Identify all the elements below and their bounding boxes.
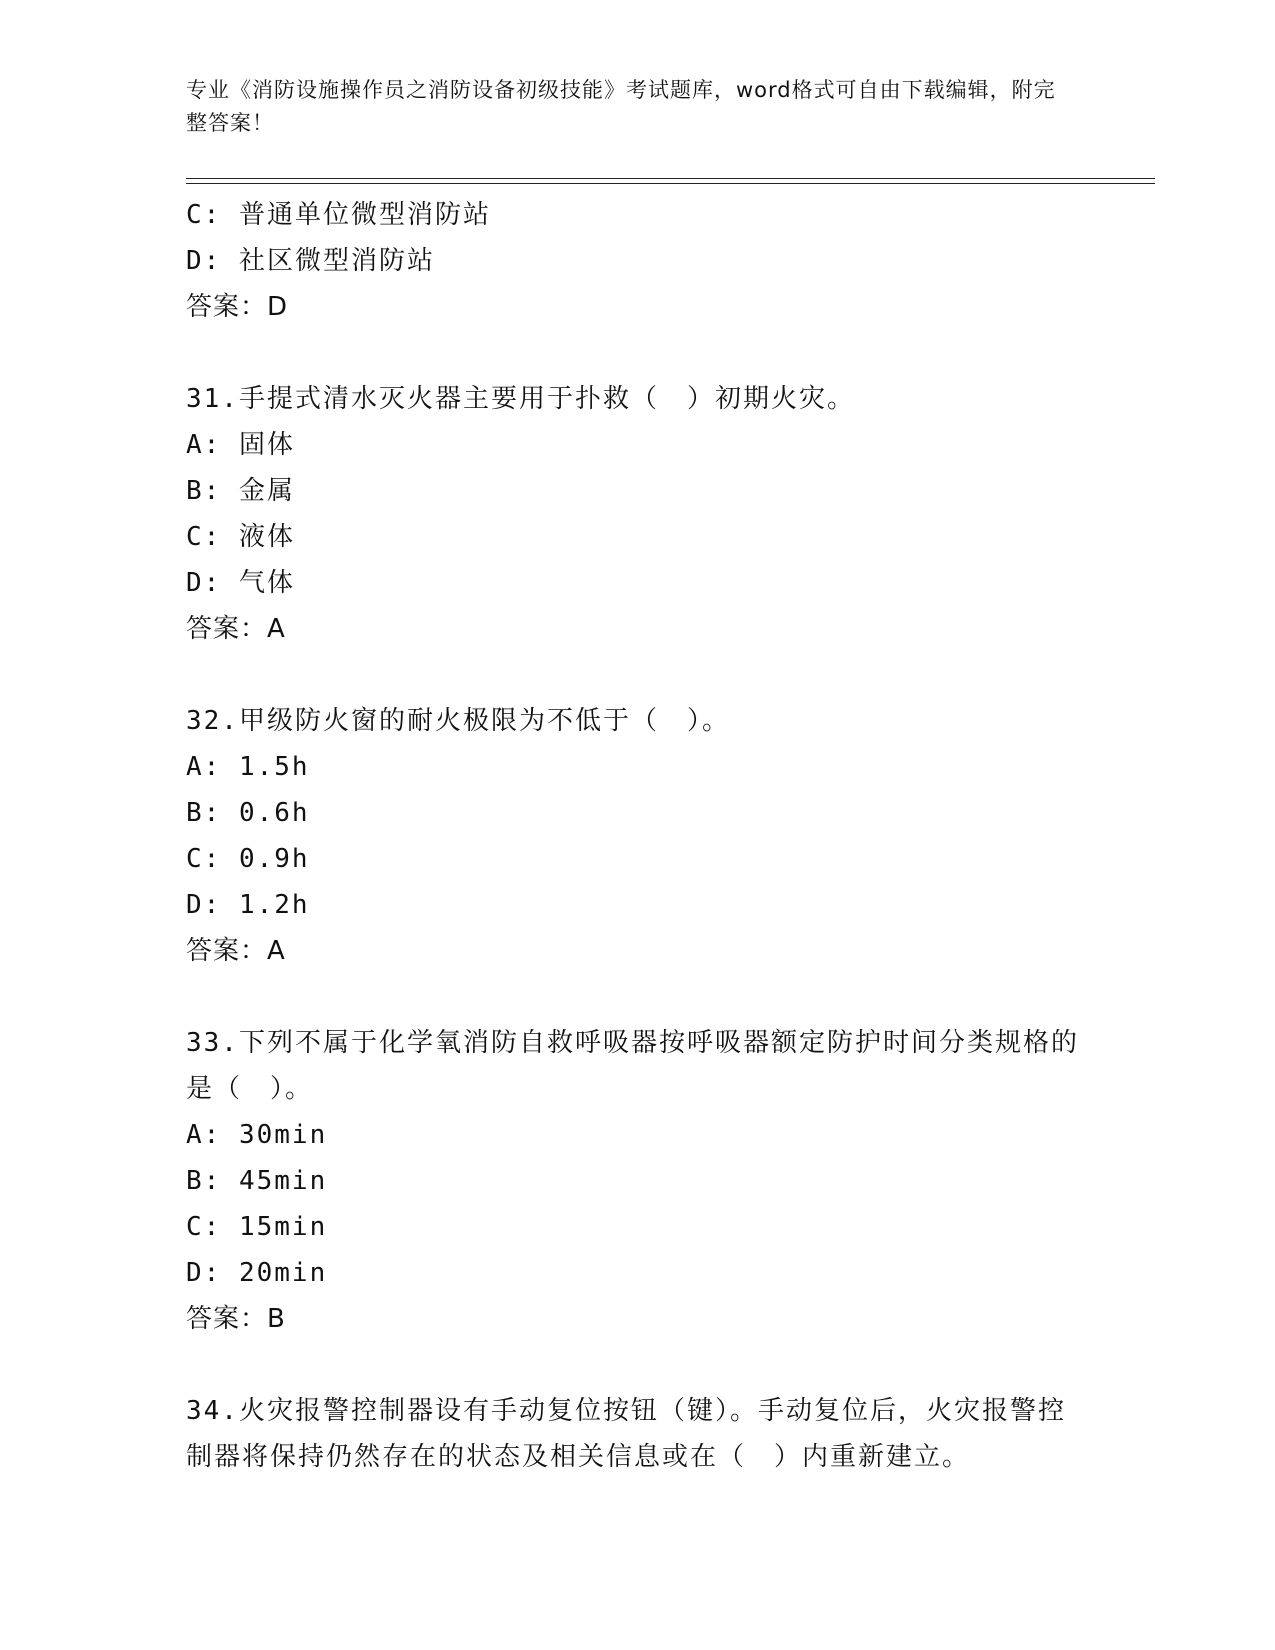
- option-d: D: 气体: [186, 568, 295, 598]
- answer-line: 答案：D: [186, 292, 289, 322]
- option-c: C: 液体: [186, 522, 295, 552]
- option-b: B: 0.6h: [186, 798, 310, 828]
- answer-line: 答案：B: [186, 1304, 286, 1334]
- option-a: A: 固体: [186, 430, 295, 460]
- option-d: D: 社区微型消防站: [186, 246, 435, 276]
- option-a: A: 1.5h: [186, 752, 310, 782]
- option-c: C: 0.9h: [186, 844, 310, 874]
- question-33-text: 33.下列不属于化学氧消防自救呼吸器按呼吸器额定防护时间分类规格的是（ ）。: [186, 1028, 1079, 1104]
- option-a: A: 30min: [186, 1120, 328, 1150]
- option-b: B: 金属: [186, 476, 295, 506]
- header-divider-top: [186, 178, 1155, 179]
- answer-line: 答案：A: [186, 936, 286, 966]
- document-header: 专业《消防设施操作员之消防设备初级技能》考试题库，word格式可自由下载编辑，附完整答案！: [186, 78, 1056, 135]
- option-d: D: 20min: [186, 1258, 328, 1288]
- option-b: B: 45min: [186, 1166, 328, 1196]
- header-divider-bottom: [186, 183, 1155, 184]
- question-32-text: 32.甲级防火窗的耐火极限为不低于（ ）。: [186, 706, 730, 736]
- question-34-text: 34.火灾报警控制器设有手动复位按钮（键）。手动复位后，火灾报警控制器将保持仍然存在的状态及相关信息或在（ ）内重新建立。: [186, 1396, 1066, 1472]
- option-c: C: 15min: [186, 1212, 328, 1242]
- answer-line: 答案：A: [186, 614, 286, 644]
- option-c: C: 普通单位微型消防站: [186, 200, 491, 230]
- question-31-text: 31.手提式清水灭火器主要用于扑救（ ）初期火灾。: [186, 384, 855, 414]
- option-d: D: 1.2h: [186, 890, 310, 920]
- question-list: [186, 192, 1086, 1480]
